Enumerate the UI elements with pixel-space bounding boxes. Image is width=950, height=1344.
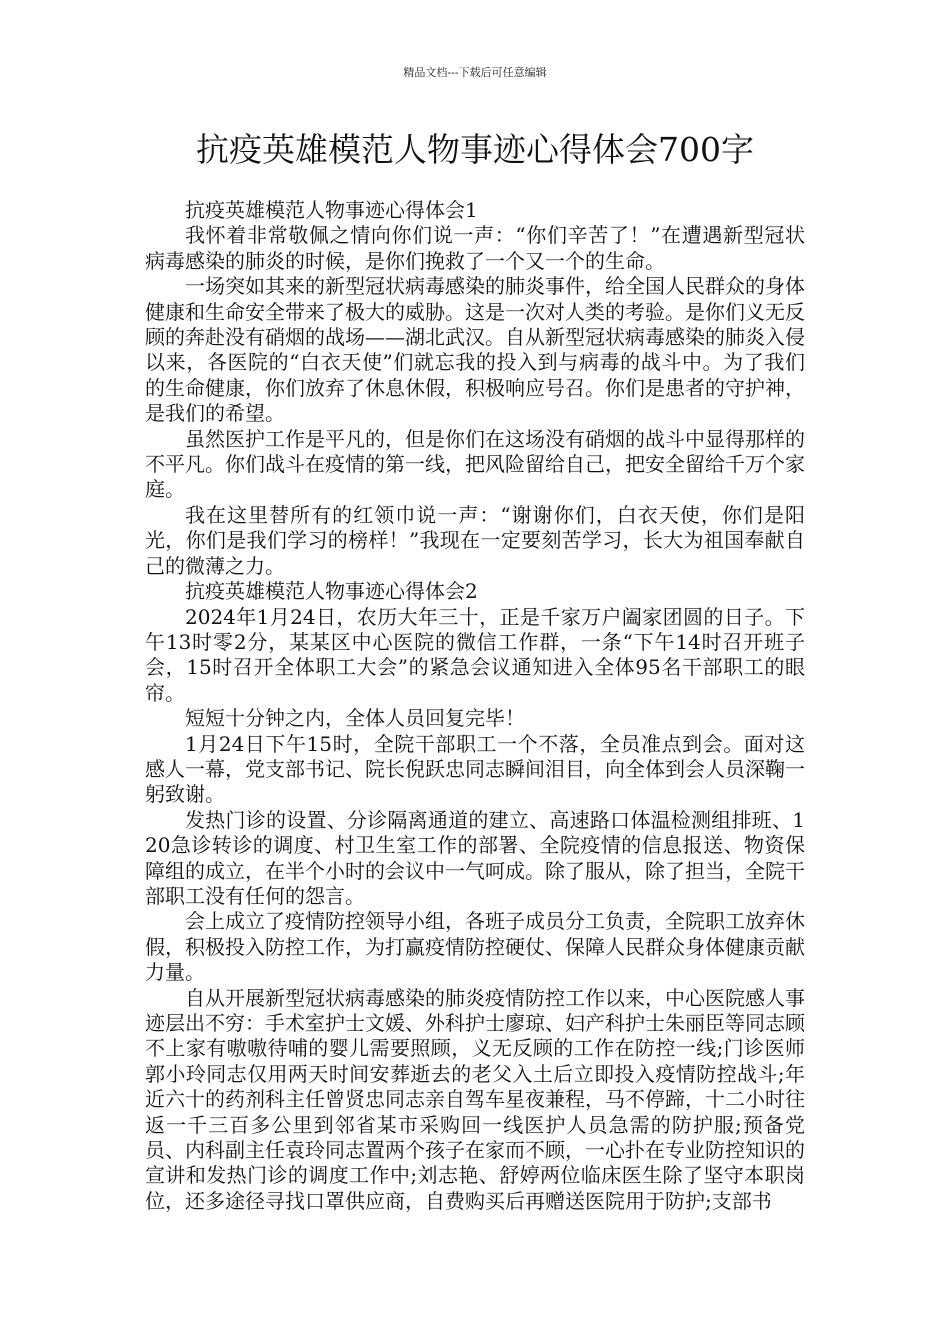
paragraph: 一场突如其来的新型冠状病毒感染的肺炎事件，给全国人民群众的身体健康和生命安全带来了极大的威胁。这是一次对人类的考验。是你们义无反顾的奔赴没有硝烟的战场——湖北武汉。自从新型冠状病毒感染的肺炎入侵以来，各医院的“白衣天使”们就忘我的投入到与病毒的战斗中。为了我们的生命健康，你们放弃了休息休假，积极响应号召。你们是患者的守护神，是我们的希望。 (145, 274, 805, 426)
paragraph: 短短十分钟之内，全体人员回复完毕！ (185, 706, 525, 731)
paragraph: 发热门诊的设置、分诊隔离通道的建立、高速路口体温检测组排班、120急诊转诊的调度、村卫生室工作的部署、全院疫情的信息报送、物资保障组的成立，在半个小时的会议中一气呵成。除了服从，除了担当，全院干部职工没有任何的怨言。 (145, 807, 805, 908)
paragraph: 会上成立了疫情防控领导小组，各班子成员分工负责，全院职工放弃休假，积极投入防控工作，为打赢疫情防控硬仗、保障人民群众身体健康贡献力量。 (145, 909, 805, 985)
paragraph: 自从开展新型冠状病毒感染的肺炎疫情防控工作以来，中心医院感人事迹层出不穷：手术室护士文媛、外科护士廖琼、妇产科护士朱丽臣等同志顾不上家有嗷嗷待哺的婴儿需要照顾，义无反顾的工作在防控一线;门诊医师郭小玲同志仅用两天时间安葬逝去的老父入土后立即投入疫情防控战斗;年近六十的药剂科主任曾贤忠同志亲自驾车星夜兼程，马不停蹄，十二小时往返一千三百多公里到邻省某市采购回一线医护人员急需的防护服;预备党员、内科副主任袁玲同志置两个孩子在家而不顾，一心扑在专业防控知识的宣讲和发热门诊的调度工作中;刘志艳、舒婷两位临床医生除了坚守本职岗位，还多途径寻找口罩供应商，自费购买后再赠送医院用于防护;支部书 (145, 985, 805, 1213)
document-title: 抗疫英雄模范人物事迹心得体会700字 (196, 130, 754, 169)
section-heading-2: 抗疫英雄模范人物事迹心得体会2 (185, 579, 478, 604)
section-heading-1: 抗疫英雄模范人物事迹心得体会1 (185, 198, 478, 222)
paragraph: 我怀着非常敬佩之情向你们说一声：“你们辛苦了！”在遭遇新型冠状病毒感染的肺炎的时候，是你们挽救了一个又一个的生命。 (145, 223, 805, 273)
paragraph: 我在这里替所有的红领巾说一声：“谢谢你们，白衣天使，你们是阳光，你们是我们学习的榜样！”我现在一定要刻苦学习，长大为祖国奉献自己的微薄之力。 (145, 502, 805, 578)
paragraph: 1月24日下午15时，全院干部职工一个不落，全员准点到会。面对这感人一幕，党支部书记、院长倪跃忠同志瞬间泪目，向全体到会人员深鞠一躬致谢。 (145, 731, 805, 807)
header-note: 精品文档---下载后可任意编辑 (403, 66, 547, 79)
paragraph: 虽然医护工作是平凡的，但是你们在这场没有硝烟的战斗中显得那样的不平凡。你们战斗在疫情的第一线，把风险留给自己，把安全留给千万个家庭。 (145, 426, 805, 502)
document-body (145, 198, 805, 1214)
paragraph: 2024年1月24日，农历大年三十，正是千家万户阖家团圆的日子。下午13时零2分，某某区中心医院的微信工作群，一条“下午14时召开班子会，15时召开全体职工大会”的紧急会议通知进入全体95名干部职工的眼帘。 (145, 604, 805, 705)
